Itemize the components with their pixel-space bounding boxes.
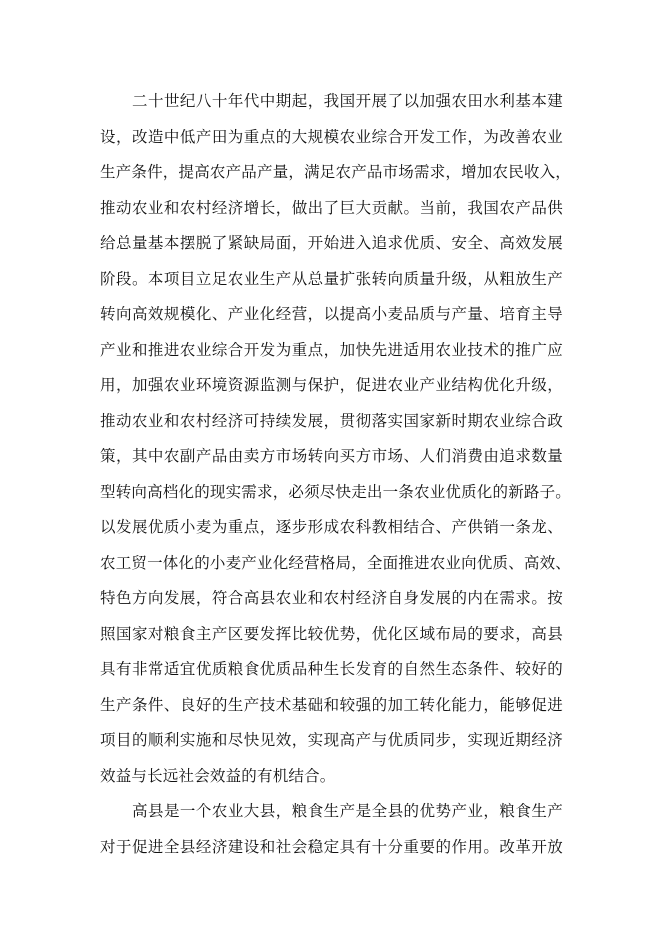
paragraph-1-line-2: 设，改造中低产田为重点的大规模农业综合开发工作，为改善农业	[100, 127, 563, 146]
paragraph-1-line-16: 照国家对粮食主产区要发挥比较优势，优化区域布局的要求，高县	[100, 624, 563, 643]
paragraph-1-line-17: 具有非常适宜优质粮食优质品种生长发育的自然生态条件、较好的	[100, 660, 563, 678]
paragraph-1-line-10: 推动农业和农村经济可持续发展，贯彻落实国家新时期农业综合政	[100, 411, 563, 430]
paragraph-1-line-15: 特色方向发展，符合高县农业和农村经济自身发展的内在需求。按	[100, 589, 563, 607]
paragraph-1-line-20: 效益与长远社会效益的有机结合。	[100, 766, 336, 785]
paragraph-1-line-8: 产业和推进农业综合开发为重点，加快先进适用农业技术的推广应	[100, 340, 563, 359]
paragraph-1-line-5: 给总量基本摆脱了紧缺局面，开始进入追求优质、安全、高效发展	[100, 234, 563, 252]
paragraph-1-line-11: 策，其中农副产品由卖方市场转向买方市场、人们消费由追求数量	[100, 447, 563, 465]
document-body	[100, 84, 572, 865]
paragraph-2-line-2: 对于促进全县经济建设和社会稳定具有十分重要的作用。改革开放	[100, 837, 563, 856]
paragraph-1-line-14: 农工贸一体化的小麦产业化经营格局，全面推进农业向优质、高效、	[100, 553, 572, 572]
paragraph-1-line-19: 项目的顺利实施和尽快见效，实现高产与优质同步，实现近期经济	[100, 731, 563, 749]
paragraph-1-line-4: 推动农业和农村经济增长，做出了巨大贡献。当前，我国农产品供	[100, 198, 563, 217]
paragraph-1-line-6: 阶段。本项目立足农业生产从总量扩张转向质量升级，从粗放生产	[100, 269, 563, 288]
paragraph-1-line-1: 二十世纪八十年代中期起，我国开展了以加强农田水利基本建	[132, 92, 563, 110]
paragraph-1-line-13: 以发展优质小麦为重点，逐步形成农科教相结合、产供销一条龙、	[100, 518, 563, 536]
paragraph-1-line-3: 生产条件，提高农产品产量，满足农产品市场需求，增加农民收入，	[100, 163, 572, 181]
paragraph-1-line-18: 生产条件、良好的生产技术基础和较强的加工转化能力，能够促进	[100, 695, 563, 714]
paragraph-1-line-12: 型转向高档化的现实需求，必须尽快走出一条农业优质化的新路子。	[100, 482, 572, 501]
paragraph-1-line-9: 用，加强农业环境资源监测与保护，促进农业产业结构优化升级，	[100, 376, 563, 394]
paragraph-2-line-1: 高县是一个农业大县，粮食生产是全县的优势产业，粮食生产	[132, 802, 563, 820]
paragraph-1-line-7: 转向高效规模化、产业化经营，以提高小麦品质与产量、培育主导	[100, 305, 563, 323]
